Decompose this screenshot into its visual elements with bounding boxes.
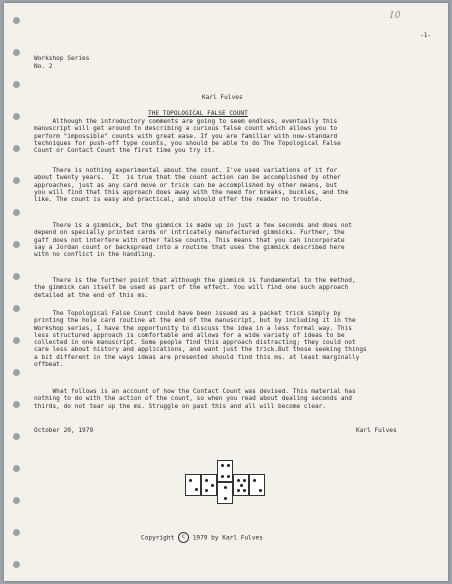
copyright-text: 1979 by Karl Fulves bbox=[192, 534, 263, 542]
spade-pip bbox=[253, 479, 256, 482]
card-layout-illustration bbox=[185, 460, 265, 508]
spade-pip bbox=[189, 479, 192, 482]
spade-pip bbox=[205, 489, 208, 492]
binder-hole bbox=[13, 241, 20, 248]
playing-card bbox=[201, 474, 217, 496]
binder-hole bbox=[13, 529, 20, 536]
paragraph-1: Although the introductory comments are going to seem endless, eventually this manuscript will get around to describing a curious false count which allows you to perform "impossible" counts with great ease. If you are familiar with now-standard techniques for push-off type counts, you should be able to do The Topological False Count or Contact Count the first time you try it. bbox=[34, 118, 341, 155]
spade-pip bbox=[224, 497, 227, 500]
spade-pip bbox=[221, 464, 224, 467]
handwritten-note: 10 bbox=[389, 11, 401, 21]
binder-hole bbox=[13, 497, 20, 504]
spade-pip bbox=[237, 479, 240, 482]
spade-pip bbox=[240, 484, 243, 487]
playing-card bbox=[233, 474, 249, 496]
author-top: Karl Fulves bbox=[202, 94, 243, 101]
binder-hole bbox=[13, 401, 20, 408]
spade-pip bbox=[224, 486, 227, 489]
spade-pip bbox=[195, 488, 198, 491]
binder-hole bbox=[13, 561, 20, 568]
binder-hole bbox=[13, 81, 20, 88]
binder-hole bbox=[13, 337, 20, 344]
document-title: THE TOPOLOGICAL FALSE COUNT bbox=[148, 110, 248, 117]
playing-card bbox=[185, 474, 201, 496]
copyright-symbol: c bbox=[178, 532, 189, 543]
series-number: No. 2 bbox=[34, 63, 53, 70]
document-page bbox=[4, 3, 448, 581]
spade-pip bbox=[227, 464, 230, 467]
binder-hole bbox=[13, 145, 20, 152]
paragraph-4: There is the further point that although the gimmick is fundamental to the method, the gimmick can itself be used as part of the effect. You will find one such approach detailed at the end of this ms. bbox=[34, 277, 356, 299]
spade-pip bbox=[205, 479, 208, 482]
binder-hole bbox=[13, 369, 20, 376]
series-name: Workshop Series bbox=[34, 55, 90, 62]
paragraph-3: There is a gimmick, but the gimmick is made up in just a few seconds and does not depend on specially printed cards or intricately manufactured gimmicks. Further, the gaff does not interfere with other false counts. This means that you can incorporate say a Jordan count or backspread into a routine that uses the gimmick described here with no conflict in the handling. bbox=[34, 222, 352, 259]
signature: Karl Fulves bbox=[356, 427, 397, 434]
playing-card bbox=[249, 474, 265, 496]
copyright-line bbox=[141, 532, 263, 543]
spade-pip bbox=[227, 475, 230, 478]
paragraph-5: The Topological False Count could have been issued as a packet trick simply by printing the hole card routine at the end of the manuscript, but by including it in the Workshop series, I have the opportunity to discuss the idea in a less formal way. This less structured approach is comfortable and allows for a wide variety of ideas to be collected in one manuscript. Some people find this approach distracting; they could not care less about history and applications, and want just the trick.But those seeking things a bit different in the ways ideas are presented should find this ms. at least marginally offbeat. bbox=[34, 310, 367, 369]
binder-hole bbox=[13, 209, 20, 216]
paragraph-2: There is nothing experimental about the count. I've used variations of it for about twenty years. It is true that the count action can be accomplished by other approaches, just as any card move or trick can be accomplished by other means, but you will find that this approach does away with the need for breaks, buckles, and the like. The count is easy and practical, and should offer the reader no trouble. bbox=[34, 167, 349, 204]
date: October 20, 1979 bbox=[34, 427, 94, 434]
spade-pip bbox=[243, 479, 246, 482]
spade-pip bbox=[243, 489, 246, 492]
paragraph-6: What follows is an account of how the Contact Count was devised. This material has nothing to do with the action of the count, so when you read about dealing seconds and thirds, do not tear up the ms. Struggle on past this and all will become clear. bbox=[34, 388, 356, 410]
binder-hole bbox=[13, 273, 20, 280]
playing-card bbox=[217, 482, 233, 504]
spade-pip bbox=[211, 484, 214, 487]
binder-hole bbox=[13, 177, 20, 184]
binder-hole bbox=[13, 305, 20, 312]
playing-card bbox=[217, 460, 233, 482]
spade-pip bbox=[221, 475, 224, 478]
spade-pip bbox=[237, 489, 240, 492]
page-number: -1- bbox=[420, 32, 432, 39]
binder-hole bbox=[13, 49, 20, 56]
spade-pip bbox=[259, 489, 262, 492]
binder-holes bbox=[13, 3, 21, 581]
binder-hole bbox=[13, 433, 20, 440]
binder-hole bbox=[13, 465, 20, 472]
binder-hole bbox=[13, 17, 20, 24]
copyright-prefix: Copyright bbox=[141, 534, 175, 542]
binder-hole bbox=[13, 113, 20, 120]
